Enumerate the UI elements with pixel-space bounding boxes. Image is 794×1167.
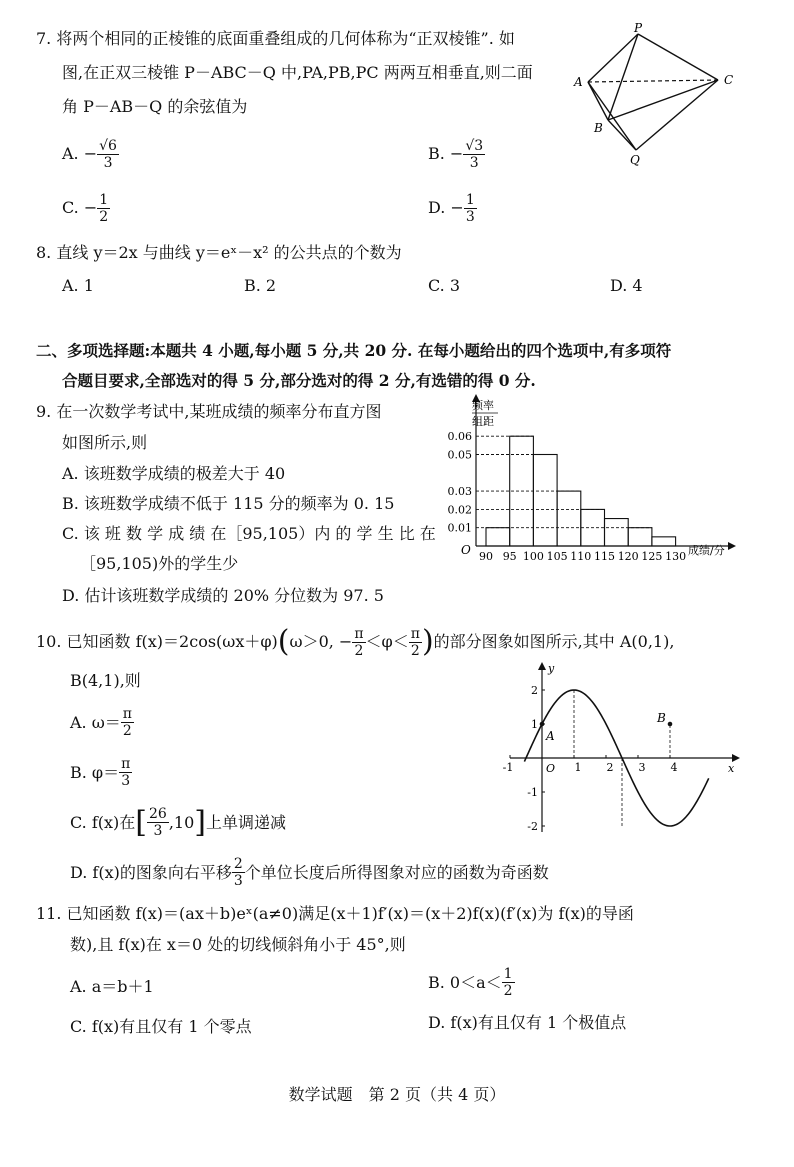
- x-tick-label: 2: [606, 761, 614, 774]
- point-label: A: [546, 729, 555, 743]
- y-tick-label: 0.03: [447, 485, 472, 499]
- bipyramid-figure: [566, 22, 746, 170]
- q11-option-b[interactable]: B. 0＜a＜ $\frac{1}{2}$: [428, 966, 513, 999]
- y-axis-label: y: [548, 662, 555, 675]
- histogram-bar: [605, 519, 629, 546]
- page-footer: 数学试题 第 2 页（共 4 页）: [288, 1085, 506, 1104]
- q7-line2: 图,在正双三棱锥 P－ABC－Q 中,PA,PB,PC 两两互相垂直,则二面: [62, 63, 533, 82]
- q7-option-a[interactable]: A. − $\frac{√6}{3}$: [62, 138, 117, 171]
- q10-option-b[interactable]: B. φ＝ $\frac{\pi}{3}$: [70, 756, 131, 789]
- label-p: P: [634, 21, 643, 35]
- x-tick-label: 90: [479, 550, 493, 563]
- q11-option-c[interactable]: C. f(x)有且仅有 1 个零点: [70, 1017, 252, 1036]
- q10-option-d[interactable]: D. f(x)的图象向右平移 $\frac{2}{3}$ 个单位长度后所得图象对应的函数为奇函数: [70, 856, 549, 889]
- y-tick-label: 1: [531, 718, 538, 731]
- x-tick-label: 125: [641, 550, 663, 563]
- histogram-chart: [430, 396, 740, 566]
- q8-stem: 8. 直线 y＝2x 与曲线 y＝eˣ－x² 的公共点的个数为: [36, 243, 402, 262]
- x-axis-label: 成绩/分: [688, 544, 725, 557]
- histogram-bar: [652, 537, 676, 546]
- y-tick-label: -2: [527, 820, 538, 833]
- x-tick-label: 115: [594, 550, 615, 563]
- q8-option-d[interactable]: D. 4: [610, 276, 643, 295]
- histogram-bar: [486, 528, 510, 546]
- point-b: [668, 722, 673, 727]
- q8-option-a[interactable]: A. 1: [62, 276, 94, 295]
- label-q: Q: [630, 153, 640, 167]
- point-a: [540, 722, 545, 727]
- section2-heading: 二、多项选择题:本题共 4 小题,每小题 5 分,共 20 分. 在每小题给出的四个选项中,有多项符: [36, 341, 672, 360]
- q7-line1: 7. 将两个相同的正棱锥的底面重叠组成的几何体称为“正双棱锥”. 如: [36, 29, 515, 48]
- q10-option-a[interactable]: A. ω＝ $\frac{\pi}{2}$: [70, 706, 132, 739]
- x-tick-label: 130: [665, 550, 687, 563]
- x-tick-label: 4: [670, 761, 678, 774]
- histogram-bar: [628, 528, 652, 546]
- q11-line2: 数),且 f(x)在 x＝0 处的切线倾斜角小于 45°,则: [70, 935, 406, 954]
- q11-line1: 11. 已知函数 f(x)＝(ax＋b)eˣ(a≠0)满足(x＋1)f′(x)＝(x＋2)f(x)(f′(x)为 f(x)的导函: [36, 904, 634, 923]
- y-tick-label: 0.05: [447, 448, 472, 462]
- x-tick-label: 100: [522, 550, 544, 563]
- y-tick-label: 0.02: [447, 503, 472, 517]
- y-tick-label: -1: [527, 786, 538, 799]
- q9-option-d[interactable]: D. 估计该班数学成绩的 20% 分位数为 97. 5: [62, 586, 384, 605]
- y-tick-label: 0.01: [447, 521, 472, 535]
- section2-rules: 合题目要求,全部选对的得 5 分,部分选对的得 2 分,有选错的得 0 分.: [62, 371, 536, 390]
- y-label-top: 频率: [472, 399, 494, 412]
- x-axis-arrow: [728, 542, 736, 550]
- q7-line3: 角 P－AB－Q 的余弦值为: [62, 97, 248, 116]
- y-tick-label: 0.06: [447, 430, 472, 444]
- q9-option-c-line1[interactable]: C. 该 班 数 学 成 绩 在［95,105）内 的 学 生 比 在: [62, 524, 436, 543]
- x-tick-label: 110: [570, 550, 592, 563]
- origin-label: O: [546, 762, 556, 775]
- q10-option-c[interactable]: C. f(x)在 [ $\frac{26}{3}$ ,10 ] 上单调递减: [70, 804, 287, 840]
- q7-option-c[interactable]: C. − $\frac{1}{2}$: [62, 192, 109, 225]
- x-tick-label: 105: [546, 550, 568, 563]
- x-tick-label: 3: [638, 761, 646, 774]
- x-tick-label: 1: [574, 761, 582, 774]
- q10-stem: 10. 已知函数 f(x)＝2cos(ωx＋φ) ( ω＞0, − $\frac{\pi}{2}$ ＜φ＜ $\frac{\pi}{2}$ ) 的部分图象如图所示,其中 A(0,1),: [36, 624, 675, 659]
- x-axis-label: x: [728, 762, 735, 775]
- x-tick-label: 120: [617, 550, 639, 563]
- q8-option-b[interactable]: B. 2: [244, 276, 277, 295]
- right-paren: ): [421, 624, 434, 659]
- point-label: B: [657, 711, 666, 725]
- q7-option-b[interactable]: B. − $\frac{√3}{3}$: [428, 138, 484, 171]
- label-c: C: [724, 73, 734, 87]
- q11-option-a[interactable]: A. a＝b＋1: [70, 977, 154, 996]
- x-tick-label: 95: [502, 550, 517, 563]
- cosine-graph: [502, 660, 746, 840]
- q7-option-d[interactable]: D. − $\frac{1}{3}$: [428, 192, 475, 225]
- y-tick-label: 2: [531, 684, 538, 697]
- q9-option-c-line2[interactable]: ［95,105)外的学生少: [80, 554, 239, 573]
- q9-line1: 9. 在一次数学考试中,某班成绩的频率分布直方图: [36, 402, 382, 421]
- histogram-bar: [533, 455, 557, 547]
- histogram-bar: [557, 491, 581, 546]
- label-a: A: [574, 75, 583, 89]
- y-label-bottom: 组距: [472, 415, 494, 428]
- q9-line2: 如图所示,则: [62, 433, 148, 452]
- q8-option-c[interactable]: C. 3: [428, 276, 461, 295]
- q11-option-d[interactable]: D. f(x)有且仅有 1 个极值点: [428, 1013, 627, 1032]
- q10-line2: B(4,1),则: [70, 671, 141, 690]
- label-b: B: [594, 121, 603, 135]
- x-tick-label: -1: [502, 761, 514, 774]
- q9-option-a[interactable]: A. 该班数学成绩的极差大于 40: [62, 464, 286, 483]
- origin-label: O: [461, 543, 471, 557]
- q9-option-b[interactable]: B. 该班数学成绩不低于 115 分的频率为 0. 15: [62, 494, 395, 513]
- left-paren: (: [277, 624, 290, 659]
